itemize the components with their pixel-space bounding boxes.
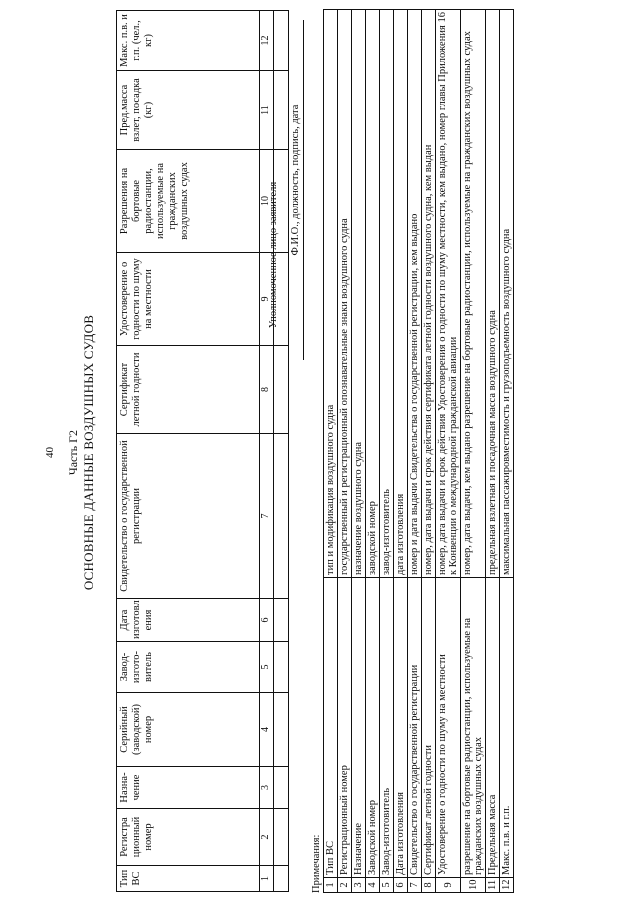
empty-cell xyxy=(274,866,289,892)
note-term: Назначение xyxy=(352,578,366,878)
column-number: 4 xyxy=(260,693,274,767)
column-number: 3 xyxy=(260,767,274,809)
note-number: 8 xyxy=(422,878,436,893)
column-number: 6 xyxy=(260,599,274,642)
signatory-label: Уполномоченное лицо заявителя xyxy=(268,181,279,329)
note-description: тип и модификация воздушного судна xyxy=(324,10,338,578)
note-number: 6 xyxy=(394,878,408,893)
note-term: Завод-изготовитель xyxy=(380,578,394,878)
note-description: номер, дата выдачи и срок действия сертификата летной годности воздушного судна, кем выдан xyxy=(422,10,436,578)
note-description: номер и дата выдачи Свидетельства о государственной регистрации, кем выдано xyxy=(408,10,422,578)
header-cell: Регистра ционный номер xyxy=(117,809,260,866)
header-cell: Свидетельство о государственной регистрации xyxy=(117,434,260,599)
note-number: 3 xyxy=(352,878,366,893)
note-term: Сертификат летной годности xyxy=(422,578,436,878)
note-term: Дата изготовления xyxy=(394,578,408,878)
header-cell: Макс. п.в. и г.п. (чел., кг) xyxy=(117,11,260,71)
header-cell: Дата изготовл ения xyxy=(117,599,260,642)
notes-row xyxy=(324,10,338,893)
note-term: Регистрационный номер xyxy=(338,578,352,878)
notes-row xyxy=(366,10,380,893)
header-cell: Сертификат летной годности xyxy=(117,346,260,434)
header-cell: Тип ВС xyxy=(117,866,260,892)
note-description: заводской номер xyxy=(366,10,380,578)
column-number: 5 xyxy=(260,642,274,693)
note-number: 11 xyxy=(486,878,500,893)
note-number: 12 xyxy=(500,878,514,893)
note-description: предельная взлетная и посадочная масса воздушного судна xyxy=(486,10,500,578)
column-number: 9 xyxy=(260,253,274,346)
note-number: 10 xyxy=(461,878,486,893)
note-description: завод-изготовитель xyxy=(380,10,394,578)
notes-row xyxy=(422,10,436,893)
notes-row xyxy=(461,10,486,893)
note-number: 2 xyxy=(338,878,352,893)
column-number: 1 xyxy=(260,866,274,892)
notes-row xyxy=(338,10,352,893)
note-number: 9 xyxy=(436,878,461,893)
column-number: 11 xyxy=(260,71,274,150)
note-description: государственный и регистрационный опознавательные знаки воздушного судна xyxy=(338,10,352,578)
empty-cell xyxy=(274,767,289,809)
note-term: Удостоверение о годности по шуму на местности xyxy=(436,578,461,878)
notes-row xyxy=(352,10,366,893)
page-title: ОСНОВНЫЕ ДАННЫЕ ВОЗДУШНЫХ СУДОВ xyxy=(81,314,96,591)
column-number: 10 xyxy=(260,150,274,253)
header-cell: Серийный (заводской) номер xyxy=(117,693,260,767)
note-description: номер, дата выдачи и срок действия Удостоверения о годности по шуму местности, кем выдано, номер главы Приложения 16 к Конвенции о международной гражданской авиации xyxy=(436,10,461,578)
note-term: Макс. п.в. и г.п. xyxy=(500,578,514,878)
header-cell: Завод- изгото- витель xyxy=(117,642,260,693)
page-number: 40 xyxy=(44,447,56,458)
aircraft-data-table xyxy=(116,10,289,892)
empty-cell xyxy=(274,642,289,693)
empty-cell xyxy=(274,434,289,599)
signature-line xyxy=(303,20,304,360)
note-description: дата изготовления xyxy=(394,10,408,578)
empty-cell xyxy=(274,599,289,642)
header-cell: Пред.масса взлет, посадка (кг) xyxy=(117,71,260,150)
notes-title: Примечания: xyxy=(311,834,322,893)
notes-row xyxy=(436,10,461,893)
header-cell: Удостоверение о годности по шуму на местности xyxy=(117,253,260,346)
column-number: 2 xyxy=(260,809,274,866)
empty-cell xyxy=(274,11,289,71)
note-term: разрешение на бортовые радиостанции, используемые на гражданских воздушных судах xyxy=(461,578,486,878)
header-cell: Разрешения на бортовые радиостанции, используемые на гражданских воздушных судах xyxy=(117,150,260,253)
note-number: 5 xyxy=(380,878,394,893)
note-term: Заводской номер xyxy=(366,578,380,878)
note-term: Предельная масса xyxy=(486,578,500,878)
column-number: 7 xyxy=(260,434,274,599)
notes-row xyxy=(408,10,422,893)
signature-caption: Ф.И.О., должность, подпись, дата xyxy=(290,104,301,256)
note-description: номер, дата выдачи, кем выдано разрешение на бортовые радиостанции, используемые на гражданских воздушных судах xyxy=(461,10,486,578)
column-number: 8 xyxy=(260,346,274,434)
table-header-row xyxy=(117,11,260,892)
note-term: Тип ВС xyxy=(324,578,338,878)
note-number: 4 xyxy=(366,878,380,893)
note-term: Свидетельство о государственной регистрации xyxy=(408,578,422,878)
notes-row xyxy=(380,10,394,893)
note-description: назначение воздушного судна xyxy=(352,10,366,578)
header-cell: Назна- чение xyxy=(117,767,260,809)
note-number: 1 xyxy=(324,878,338,893)
part-label: Часть Г2 xyxy=(66,429,80,476)
column-number: 12 xyxy=(260,11,274,71)
notes-row xyxy=(500,10,514,893)
notes-row xyxy=(394,10,408,893)
notes-table xyxy=(323,9,514,893)
note-number: 7 xyxy=(408,878,422,893)
note-description: максимальная пассажировместимость и грузоподъемность воздушного судна xyxy=(500,10,514,578)
notes-row xyxy=(486,10,500,893)
empty-cell xyxy=(274,809,289,866)
empty-cell xyxy=(274,693,289,767)
